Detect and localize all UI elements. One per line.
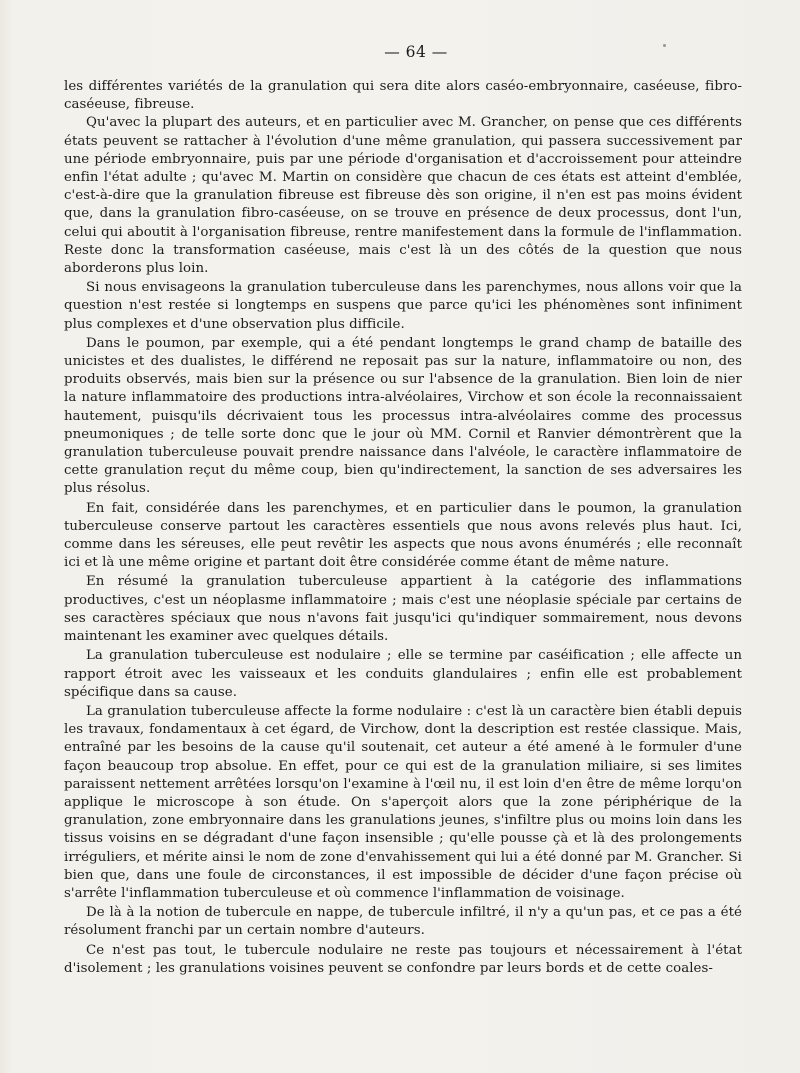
page-number: — 64 —	[384, 43, 448, 61]
paragraph: Ce n'est pas tout, le tubercule nodulaire ne reste pas toujours et nécessairement à l'état d'isolement ; les granulations voisines peuvent se confondre par leurs bords et de cette coales-	[64, 942, 742, 976]
paragraph: La granulation tuberculeuse affecte la forme nodulaire : c'est là un caractère bien établi depuis les travaux, fondamentaux à cet égard, de Virchow, dont la description est restée classique. Mais, entraîné par les besoins de la cause qu'il soutenait, cet auteur a été amené à le formuler d'une façon beaucoup trop absolue. En effet, pour ce qui est de la granulation miliaire, si ses limites paraissent nettement arrêtées lorsqu'on l'examine à l'œil nu, il est loin d'en être de même lorqu'on applique le microscope à son étude. On s'aperçoit alors que la zone périphérique de la granulation, zone embryonnaire dans les granulations jeunes, s'infiltre plus ou moins loin dans les tissus voisins en se dégradant d'une façon insensible ; qu'elle pousse çà et là des prolongements irréguliers, et mérite ainsi le nom de zone d'envahissement qui lui a été donné par M. Grancher. Si bien que, dans une foule de circonstances, il est impossible de décider d'une façon précise où s'arrête l'inflammation tuberculeuse et où commence l'inflammation de voisinage.	[64, 703, 742, 901]
body-text	[64, 78, 742, 978]
paragraph: En fait, considérée dans les parenchymes, et en particulier dans le poumon, la granulation tuberculeuse conserve partout les caractères essentiels que nous avons relevés plus haut. Ici, comme dans les séreuses, elle peut revêtir les aspects que nous avons énumérés ; elle reconnaît ici et là une même origine et partant doit être considérée comme étant de même nature.	[64, 500, 742, 571]
paragraph: Qu'avec la plupart des auteurs, et en particulier avec M. Grancher, on pense que ces différents états peuvent se rattacher à l'évolution d'une même granulation, qui passera successivement par une période embryonnaire, puis par une période d'organisation et d'accroissement pour atteindre enfin l'état adulte ; qu'avec M. Martin on considère que chacun de ces états est atteint d'emblée, c'est-à-dire que la granulation fibreuse est fibreuse dès son origine, il n'en est pas moins évident que, dans la granulation fibro-caséeuse, on se trouve en présence de deux processus, dont l'un, celui qui aboutit à l'organisation fibreuse, rentre manifestement dans la formule de l'inflammation. Reste donc la transformation caséeuse, mais c'est là un des côtés de la question que nous aborderons plus loin.	[64, 115, 742, 277]
paragraph: Dans le poumon, par exemple, qui a été pendant longtemps le grand champ de bataille des unicistes et des dualistes, le différend ne reposait pas sur la nature, inflammatoire ou non, des produits observés, mais bien sur la présence ou sur l'absence de la granulation. Bien loin de nier la nature inflammatoire des productions intra-alvéolaires, Virchow et son école la reconnaissaient hautement, puisqu'ils décrivaient tous les processus intra-alvéolaires comme des processus pneumoniques ; de telle sorte donc que le jour où MM. Cornil et Ranvier démontrèrent que la granulation tuberculeuse pouvait prendre naissance dans l'alvéole, le caractère inflammatoire de cette granulation reçut du même coup, bien qu'indirectement, la sanction de ses adversaires les plus résolus.	[64, 335, 742, 497]
paragraph: En résumé la granulation tuberculeuse appartient à la catégorie des inflammations productives, c'est un néoplasme inflammatoire ; mais c'est une néoplasie spéciale par certains de ses caractères spéciaux que nous n'avons fait jusqu'ici qu'indiquer sommairement, nous devons maintenant les examiner avec quelques détails.	[64, 574, 742, 645]
paragraph-continuation: les différentes variétés de la granulation qui sera dite alors caséo-embryonnaire, caséeuse, fibro-caséeuse, fibreuse.	[64, 79, 742, 113]
paragraph: De là à la notion de tubercule en nappe, de tubercule infiltré, il n'y a qu'un pas, et ce pas a été résolument franchi par un certain nombre d'auteurs.	[64, 905, 742, 939]
paragraph: Si nous envisageons la granulation tuberculeuse dans les parenchymes, nous allons voir que la question n'est restée si longtemps en suspens que parce qu'ici les phénomènes sont infiniment plus complexes et d'une observation plus difficile.	[64, 280, 742, 332]
paragraph: La granulation tuberculeuse est nodulaire ; elle se termine par caséification ; elle affecte un rapport étroit avec les vaisseaux et les conduits glandulaires ; enfin elle est probablement spécifique dans sa cause.	[64, 648, 742, 700]
paper-speck	[663, 44, 666, 47]
